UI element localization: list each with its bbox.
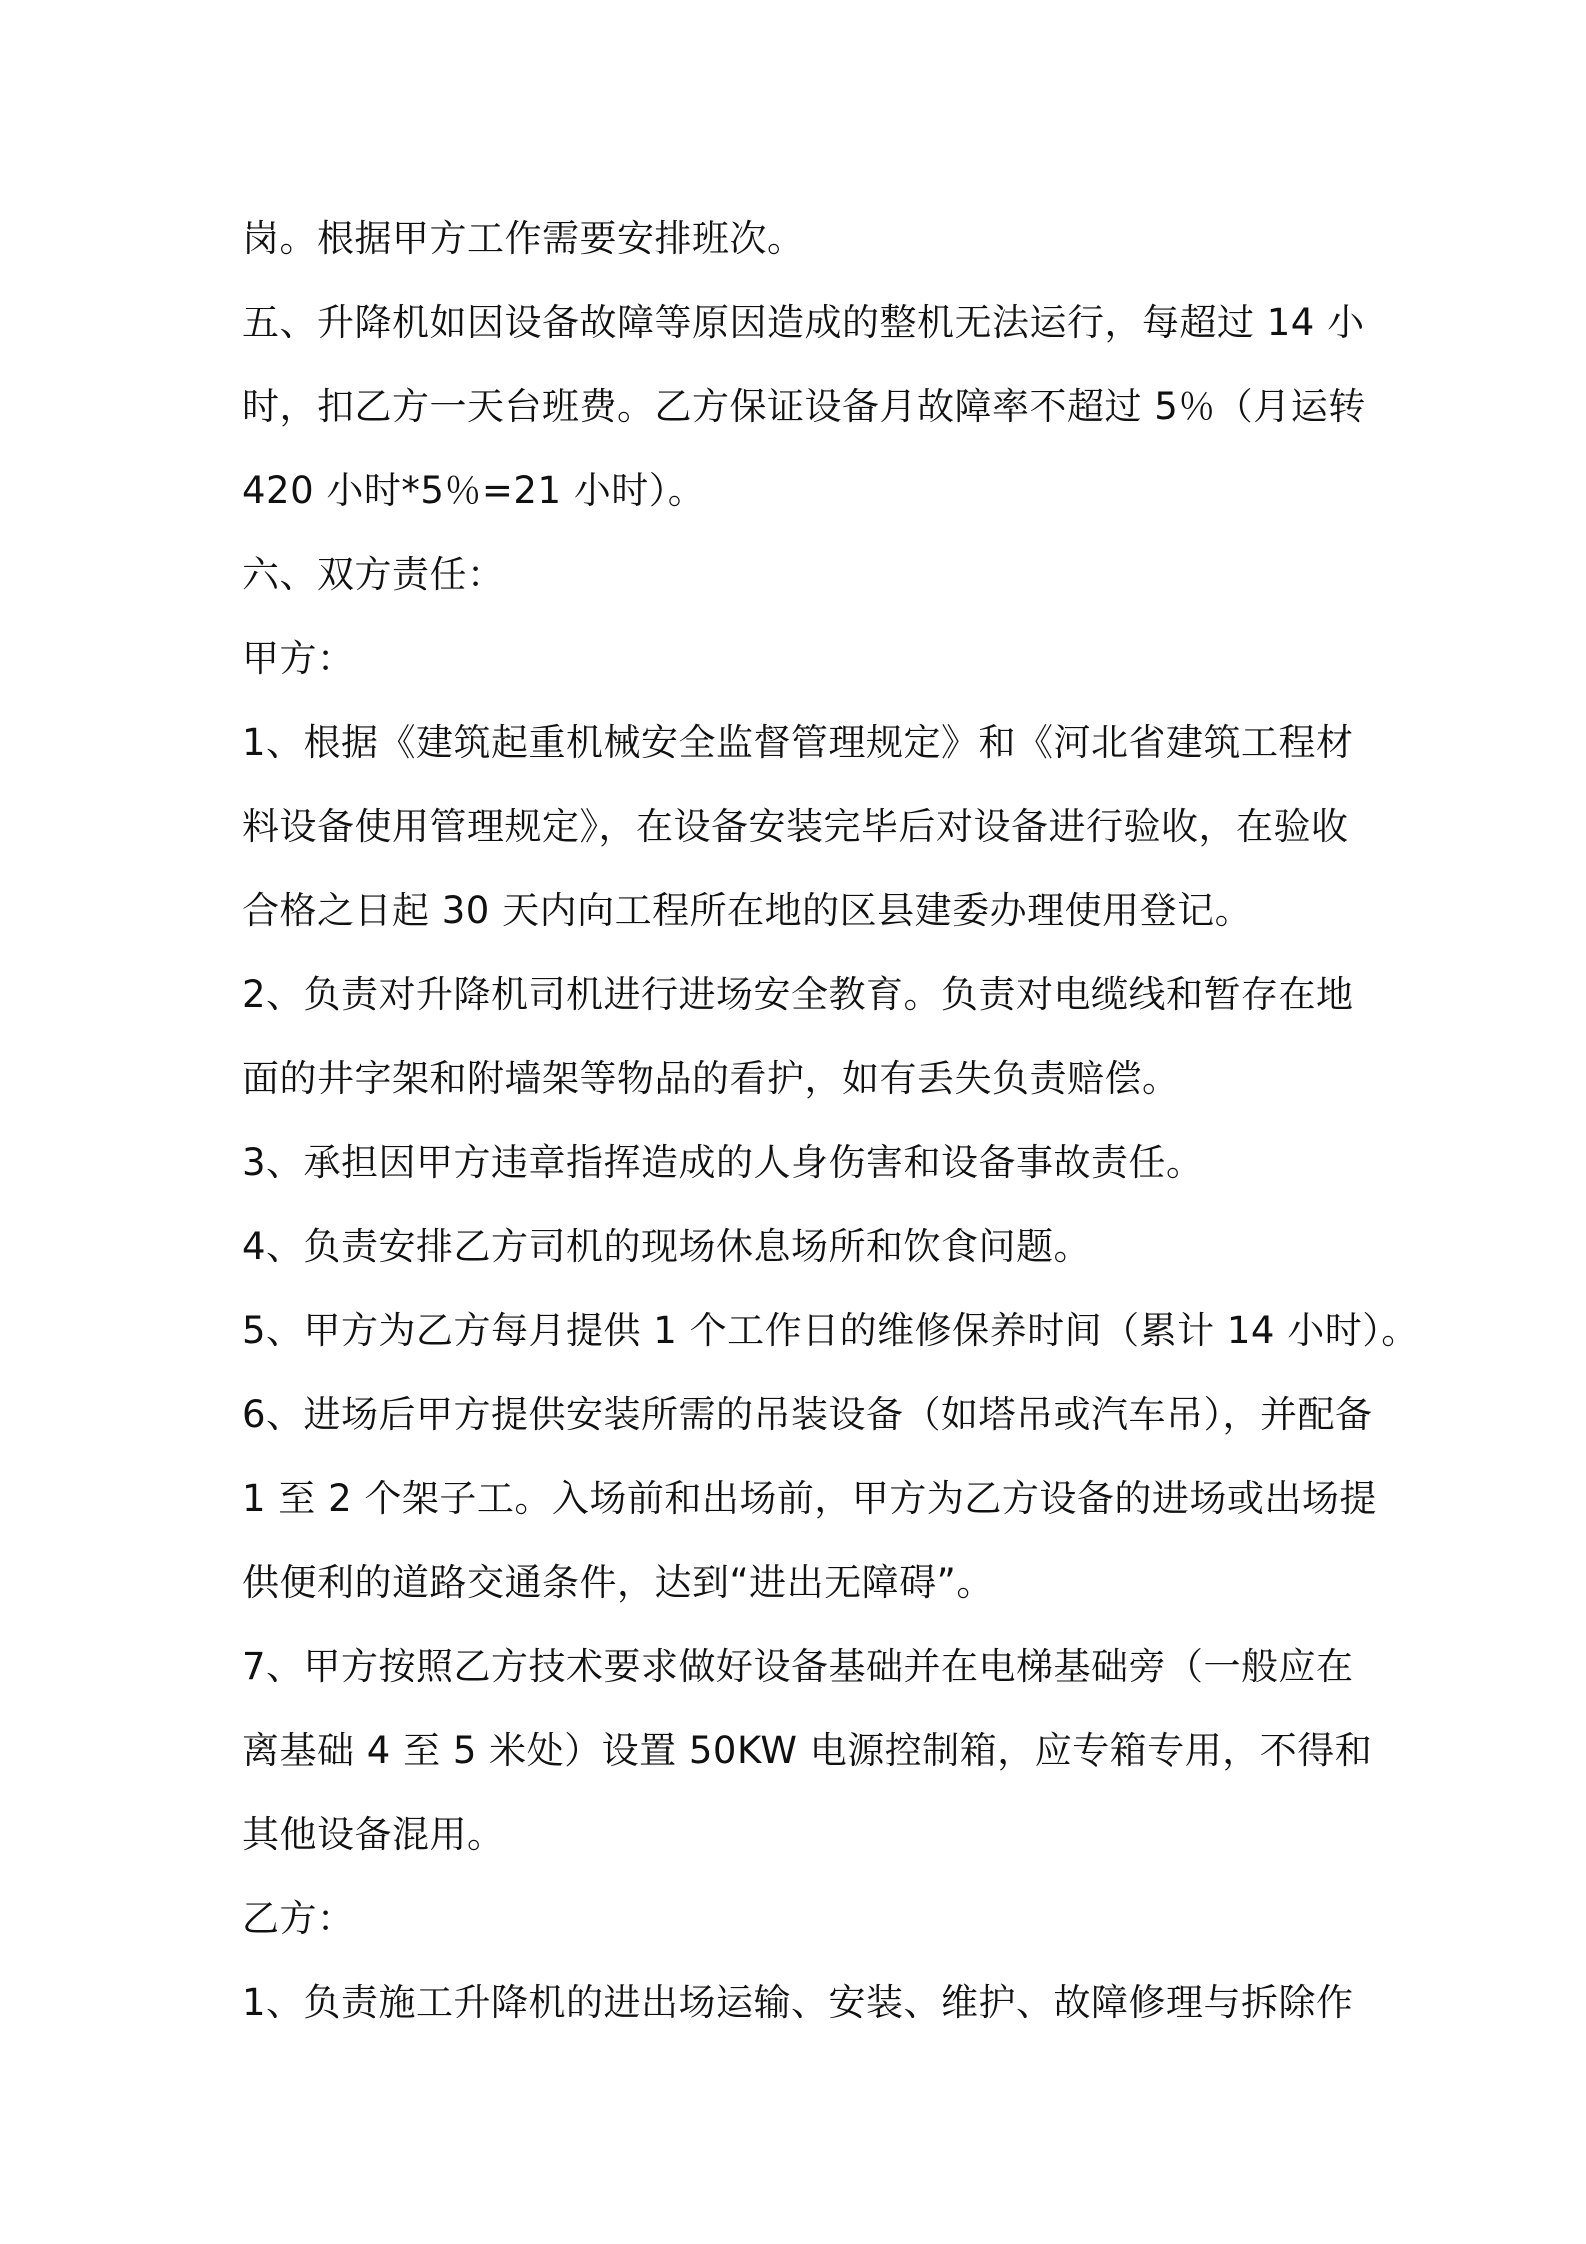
text-line: 料设备使用管理规定》，在设备安装完毕后对设备进行验收，在验收 xyxy=(242,805,1349,848)
party-heading: 乙方： xyxy=(242,1897,355,1940)
text-line: 1 至 2 个架子工。入场前和出场前，甲方为乙方设备的进场或出场提 xyxy=(242,1477,1377,1520)
text-line: 供便利的道路交通条件，达到“进出无障碍”。 xyxy=(242,1561,994,1604)
document-body xyxy=(242,197,1419,2045)
text-line: 1、负责施工升降机的进出场运输、安装、维护、故障修理与拆除作 xyxy=(242,1981,1354,2024)
text-line: 面的井字架和附墙架等物品的看护，如有丢失负责赔偿。 xyxy=(242,1057,1180,1100)
text-line: 5、甲方为乙方每月提供 1 个工作日的维修保养时间（累计 14 小时）。 xyxy=(242,1309,1419,1352)
party-heading: 甲方： xyxy=(242,637,355,680)
section-heading: 六、双方责任： xyxy=(242,553,505,596)
text-line: 1、根据《建筑起重机械安全监督管理规定》和《河北省建筑工程材 xyxy=(242,721,1354,764)
text-line: 2、负责对升降机司机进行进场安全教育。负责对电缆线和暂存在地 xyxy=(242,973,1354,1016)
text-line: 4、负责安排乙方司机的现场休息场所和饮食问题。 xyxy=(242,1225,1092,1268)
text-line: 6、进场后甲方提供安装所需的吊装设备（如塔吊或汽车吊），并配备 xyxy=(242,1393,1373,1436)
text-line: 7、甲方按照乙方技术要求做好设备基础并在电梯基础旁（一般应在 xyxy=(242,1645,1354,1688)
text-line: 时，扣乙方一天台班费。乙方保证设备月故障率不超过 5％（月运转 xyxy=(242,385,1366,428)
text-line: 合格之日起 30 天内向工程所在地的区县建委办理使用登记。 xyxy=(242,889,1253,932)
text-line: 3、承担因甲方违章指挥造成的人身伤害和设备事故责任。 xyxy=(242,1141,1204,1184)
text-line: 离基础 4 至 5 米处）设置 50KW 电源控制箱，应专箱专用，不得和 xyxy=(242,1729,1373,1772)
text-line: 420 小时*5％=21 小时）。 xyxy=(242,469,706,512)
text-line: 五、升降机如因设备故障等原因造成的整机无法运行，每超过 14 小 xyxy=(242,301,1365,344)
text-line: 其他设备混用。 xyxy=(242,1813,505,1856)
text-line: 岗。根据甲方工作需要安排班次。 xyxy=(242,217,805,260)
